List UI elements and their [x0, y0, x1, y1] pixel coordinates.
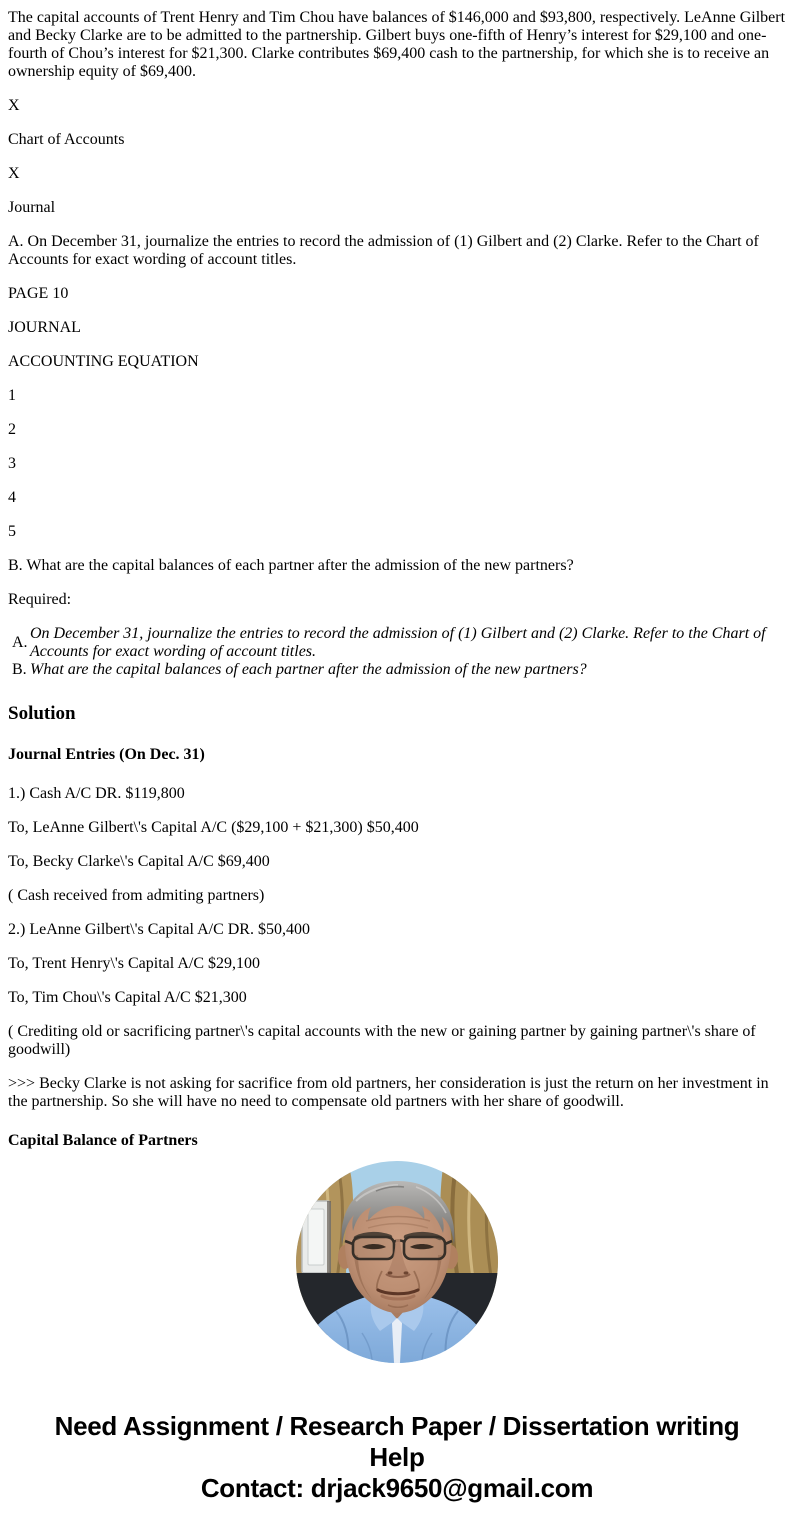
accounting-equation-header: ACCOUNTING EQUATION — [8, 353, 199, 370]
page — [0, 9, 794, 1504]
journal-entry-1-credit-gilbert: To, LeAnne Gilbert\'s Capital A/C ($29,100 + $21,300) $50,400 — [8, 819, 419, 836]
required-item-b — [8, 661, 786, 679]
required-item-a-label: A. — [12, 634, 28, 651]
instruction-a: A. On December 31, journalize the entries to record the admission of (1) Gilbert and (2) Clarke. Refer to the Chart of Accounts for exact wording of account titles. — [8, 233, 759, 268]
banner-title: Need Assignment / Research Paper / Dissertation writing Help — [54, 1411, 740, 1472]
document-content — [0, 9, 794, 1149]
intro-paragraph: The capital accounts of Trent Henry and Tim Chou have balances of $146,000 and $93,800, respectively. LeAnne Gilbert and Becky Clarke are to be admitted to the partnership. Gilbert buys one-fifth of Henry’s interest for $29,100 and one-fourth of Chou’s interest for $21,300. Clarke contributes $69,400 cash to the partnership, for which she is to receive an ownership equity of $69,400. — [8, 9, 786, 80]
solution-heading: Solution — [8, 703, 76, 724]
journal-entry-2-credit-henry: To, Trent Henry\'s Capital A/C $29,100 — [8, 955, 260, 972]
chart-of-accounts-label: Chart of Accounts — [8, 131, 125, 148]
row-number-3: 3 — [8, 455, 16, 472]
portrait-photo-container — [0, 1161, 794, 1363]
x-marker-2: X — [8, 165, 20, 182]
journal-entry-1-debit: 1.) Cash A/C DR. $119,800 — [8, 785, 185, 802]
journal-label: Journal — [8, 199, 56, 216]
journal-entry-2-debit: 2.) LeAnne Gilbert\'s Capital A/C DR. $50,400 — [8, 921, 310, 938]
explanation-note: >>> Becky Clarke is not asking for sacrifice from old partners, her consideration is just the return on her investment in the partnership. So she will have no need to compensate old partners with her share of goodwill. — [8, 1075, 769, 1110]
journal-entries-heading: Journal Entries (On Dec. 31) — [8, 746, 205, 763]
photo-wall-plate — [302, 1201, 331, 1273]
required-section — [8, 591, 786, 679]
row-number-4: 4 — [8, 489, 16, 506]
row-number-2: 2 — [8, 421, 16, 438]
required-item-a — [8, 625, 786, 661]
row-number-1: 1 — [8, 387, 16, 404]
journal-header: JOURNAL — [8, 319, 81, 336]
contact-banner — [0, 1411, 794, 1504]
journal-entry-1-narration: ( Cash received from admiting partners) — [8, 887, 265, 904]
row-number-5: 5 — [8, 523, 16, 540]
tutor-portrait-photo — [296, 1161, 498, 1363]
question-b: B. What are the capital balances of each partner after the admission of the new partners? — [8, 557, 574, 574]
required-item-b-text: What are the capital balances of each partner after the admission of the new partners? — [30, 661, 587, 678]
page-number-label: PAGE 10 — [8, 285, 69, 302]
x-marker-1: X — [8, 97, 20, 114]
journal-entry-2-credit-chou: To, Tim Chou\'s Capital A/C $21,300 — [8, 989, 247, 1006]
required-title: Required: — [8, 591, 72, 608]
required-item-a-text: On December 31, journalize the entries to record the admission of (1) Gilbert and (2) Clarke. Refer to the Chart of Accounts for exact wording of account titles. — [30, 625, 766, 660]
journal-entry-1-credit-clarke: To, Becky Clarke\'s Capital A/C $69,400 — [8, 853, 270, 870]
banner-contact-email: Contact: drjack9650@gmail.com — [200, 1473, 594, 1503]
required-item-b-label: B. — [12, 661, 27, 678]
journal-entry-2-narration: ( Crediting old or sacrificing partner\'s capital accounts with the new or gaining partner by gaining partner\'s share of goodwill) — [8, 1023, 756, 1058]
capital-balance-heading: Capital Balance of Partners — [8, 1132, 198, 1149]
